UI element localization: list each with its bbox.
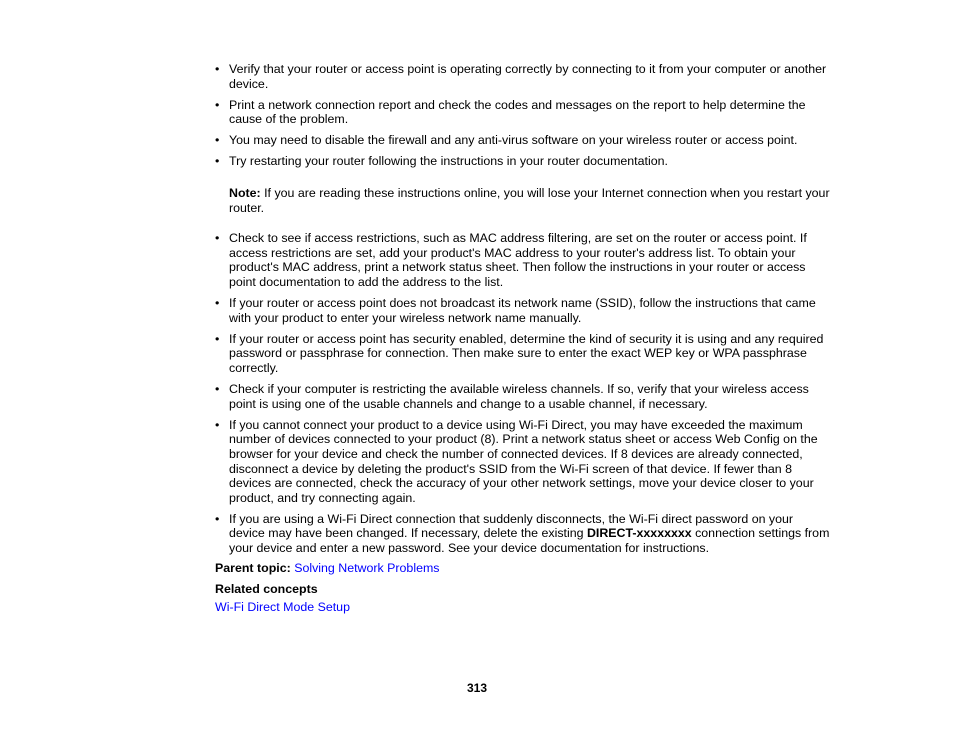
bullet-symbol: • [215,331,220,346]
list-item-text: Check to see if access restrictions, such as MAC address filtering, are set on the router or access point. If access restrictions are set, add your product's MAC address to your router's address list. To obtain your product's MAC address, print a network status sheet. Then follow the instructions in your router or access point documentation to add the address to the list. [229,231,807,290]
related-concepts-heading: Related concepts [215,581,318,596]
parent-topic-label: Parent topic: [215,560,291,575]
page-number: 313 [466,681,488,695]
bullet-symbol: • [215,296,220,311]
list-item-text-end: connection settings from your device and enter a new password. See your device documentation for instructions. [229,526,830,556]
list-item [215,382,830,411]
list-item-text: If your router or access point does not broadcast its network name (SSID), follow the instructions that came with your product to enter your wireless network name manually. [229,296,816,325]
list-item [215,418,830,506]
note-text: If you are reading these instructions online, you will lose your Internet connection when you restart your router. [229,186,830,215]
document-body [215,62,830,614]
troubleshooting-list-bottom [215,231,830,555]
list-item-text: If your router or access point has security enabled, determine the kind of security it is using and any required password or passphrase for connection. Then make sure to enter the exact WEP key or WPA passphrase correctly. [229,331,824,375]
list-item-text: Verify that your router or access point is operating correctly by connecting to it from your computer or another device. [229,62,827,91]
list-item [215,62,830,91]
bullet-symbol: • [215,511,220,526]
list-item [215,512,830,556]
bullet-symbol: • [215,62,220,76]
list-item-text: You may need to disable the firewall and any anti-virus software on your wireless router or access point. [229,133,798,148]
bullet-symbol: • [215,231,220,246]
list-item-text: Print a network connection report and check the codes and messages on the report to help determine the cause of the problem. [229,97,806,127]
list-item-text-start: If you are using a Wi-Fi Direct connection that suddenly disconnects, the Wi-Fi direct password on your device may have been changed. If necessary, delete the existing [229,511,794,541]
bullet-symbol: • [215,382,220,397]
bullet-symbol: • [215,417,220,432]
list-item [215,133,830,148]
bullet-symbol: • [215,133,220,148]
list-item [215,231,830,289]
bullet-symbol: • [215,154,220,169]
list-item-text: Check if your computer is restricting the available wireless channels. If so, verify that your wireless access point is using one of the usable channels and change to a usable channel, if necessary. [229,382,809,411]
list-item [215,98,830,127]
related-concept-link[interactable]: Wi-Fi Direct Mode Setup [215,599,350,614]
list-item [215,332,830,376]
bullet-symbol: • [215,97,220,112]
related-concepts-item [215,600,830,615]
parent-topic-link[interactable]: Solving Network Problems [294,560,440,575]
note-label: Note: [229,186,261,201]
parent-topic [215,561,830,576]
note-block [229,186,830,215]
list-item [215,154,830,169]
list-item [215,296,830,325]
list-item-text: Try restarting your router following the instructions in your router documentation. [229,154,668,169]
list-item-text: If you cannot connect your product to a device using Wi-Fi Direct, you may have exceeded the maximum number of devices connected to your product (8). Print a network status sheet or access Web Config on the browser for your device and check the number of connected devices. If 8 devices are already connected, disconnect a device by deleting the product's SSID from the Wi-Fi screen of that device. If fewer than 8 devices are connected, check the accuracy of your other network settings, move your device closer to your product, and try connecting again. [229,417,818,505]
direct-ssid-text: DIRECT-xxxxxxxx [586,526,692,541]
troubleshooting-list-top [215,62,830,169]
